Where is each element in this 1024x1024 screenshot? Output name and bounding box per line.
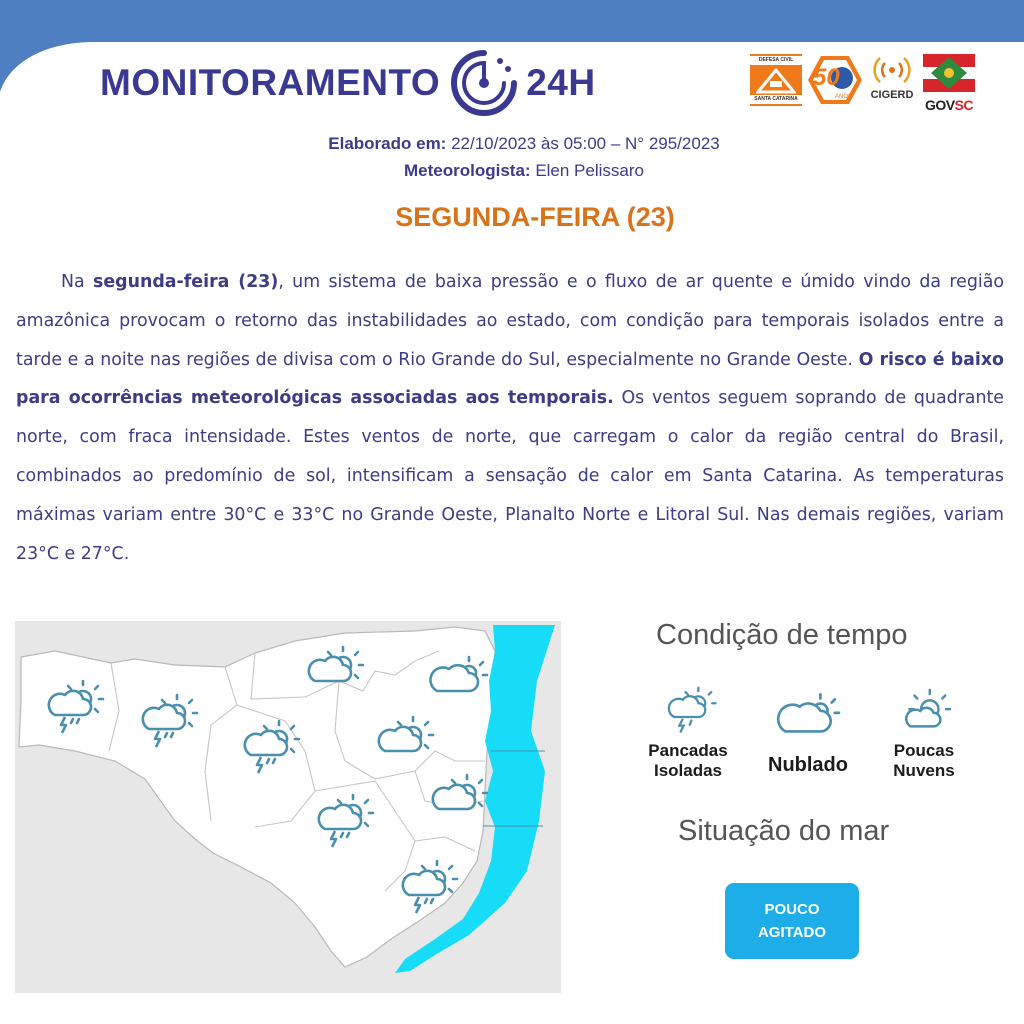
forecast-text-part-1: Na [61,272,93,292]
meteorologista-label: Meteorologista: [404,161,531,180]
legend-label-nublado: Nublado [768,754,848,776]
partner-logos [750,54,977,113]
anniversary-number: 50 [813,64,840,91]
partly-cloudy-icon [894,686,954,736]
brand-word-right: 24H [526,62,596,103]
sea-status-badge [725,883,859,959]
cloudy-icon [775,690,841,744]
legend-label-poucas-line1: Poucas [893,741,955,760]
legend-label-pancadas-line1: Pancadas [648,741,728,760]
santa-catarina-map [15,621,561,993]
legend-label-poucas-line2: Nuvens [893,761,955,780]
sea-status-line2: AGITADO [757,924,827,941]
forecast-text [16,263,1004,573]
sea-status-line1: POUCO [764,901,820,918]
gov-prefix: GOV [924,97,955,113]
elaborado-value: 22/10/2023 às 05:00 – N° 295/2023 [451,134,720,153]
govsc-logo [921,54,977,113]
elaborado-line [0,134,1024,154]
forecast-text-bold-1: segunda-feira (23) [92,272,279,292]
legend-title: Condição de tempo [656,619,908,651]
anniversary-word: ANOS [835,94,853,100]
forecast-text-bold-2: O risco é baixo para ocorrências meteorológicas associadas aos temporais. [16,349,1005,409]
forecast-paragraph [16,263,1004,573]
defesa-civil-logo [750,54,802,106]
elaborado-label: Elaborado em: [328,134,447,153]
sc-flag-icon [923,54,975,92]
gov-suffix: SC [954,97,974,113]
brand-logo [100,58,596,108]
storm-sun-icon [658,686,718,736]
brand-word-left: MONITORAMENTO [100,62,441,103]
legend-label-pancadas-line2: Isoladas [653,761,723,780]
sea-title: Situação do mar [678,815,890,847]
anniversary-logo [807,54,863,106]
meteorologista-line [0,161,1024,181]
forecast-text-part-3: Os ventos seguem soprando de quadrante norte, com fraca intensidade. Estes ventos de norte, que carregam o calor da região central do Brasil, combinados ao predomínio de sol, intensificam a sensação de calor em Santa Catarina. As temperaturas máximas variam entre 30°C e 33°C no Grande Oeste, Planalto Norte e Litoral Sul. Nas demais regiões, variam 23°C e 27°C. [16,388,1004,564]
forecast-map [15,621,561,993]
clock-icon [448,47,520,119]
defesa-civil-emblem-icon [756,68,796,94]
signal-waves-icon [872,54,912,84]
defesa-civil-bottom-text: SANTA CATARINA [750,95,802,104]
legend-item-poucas-nuvens [876,686,972,781]
defesa-civil-top-text: DEFESA CIVIL [750,56,802,65]
cigerd-text: CIGERD [870,89,914,101]
meteorologista-value: Elen Pelissaro [535,161,644,180]
cigerd-logo [868,54,916,108]
forecast-text-part-2: , um sistema de baixa pressão e o fluxo de ar quente e úmido vindo da região amazônica provocam o retorno das instabilidades ao estado, com condição para temporais isolados entre a tarde e a noite nas regiões de divisa com o Rio Grande do Sul, especialmente no Grande Oeste. [16,272,1004,370]
legend-item-nublado [760,690,856,775]
page-title: SEGUNDA-FEIRA (23) [395,202,675,232]
legend-item-pancadas [640,686,736,781]
